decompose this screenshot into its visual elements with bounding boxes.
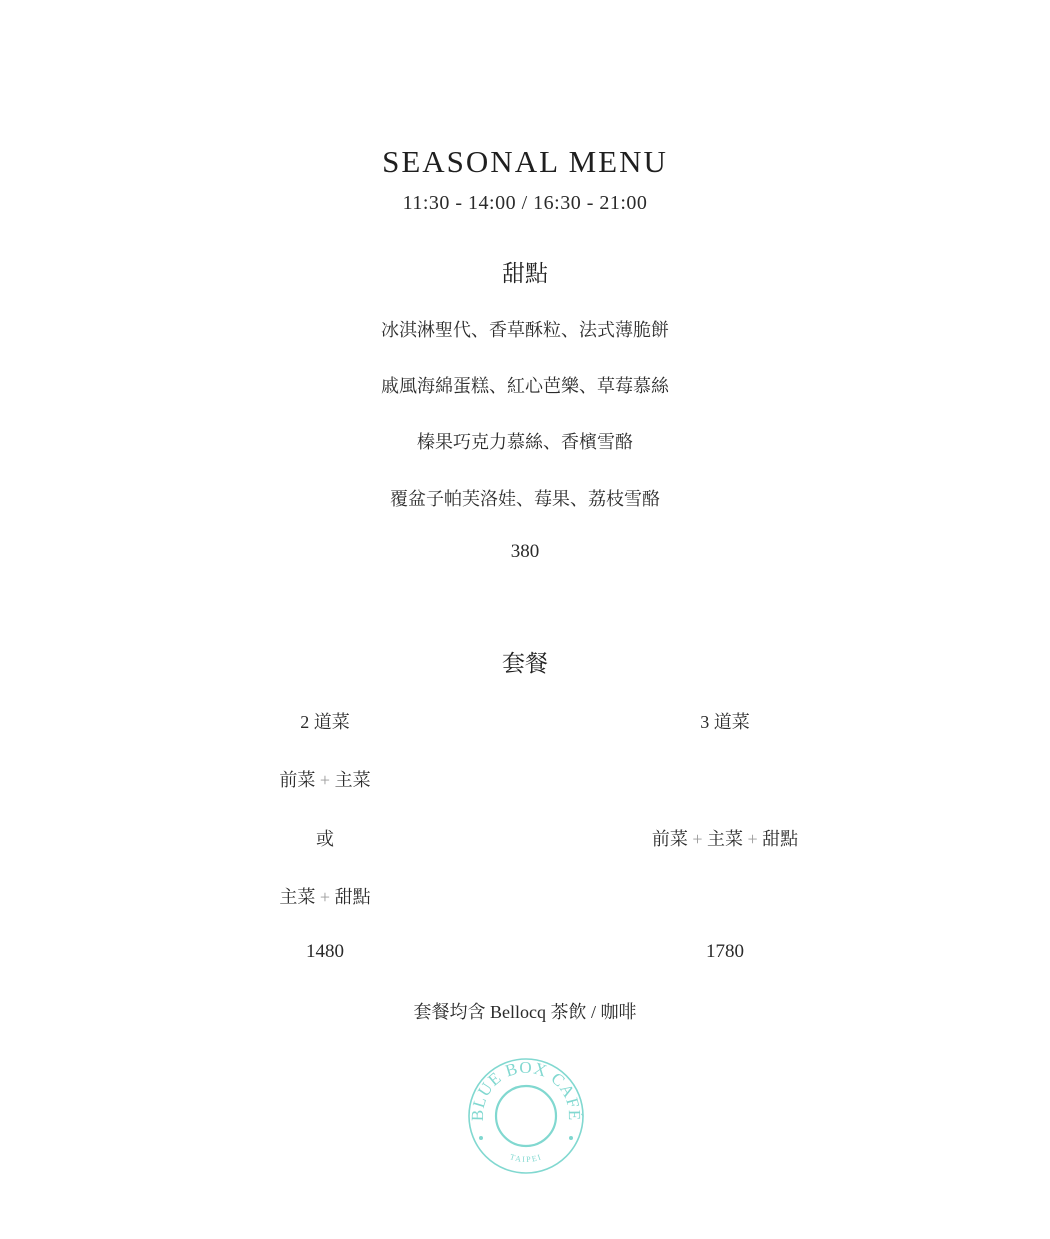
set-menu-heading: 套餐 bbox=[502, 651, 548, 676]
course-name: 甜點 bbox=[762, 829, 799, 849]
plus-sign: + bbox=[747, 829, 758, 849]
logo-dot bbox=[569, 1136, 573, 1140]
logo-inner-ring bbox=[496, 1086, 556, 1146]
course-name: 前菜 bbox=[651, 829, 688, 849]
plus-sign: + bbox=[319, 887, 331, 907]
or-text: 或 bbox=[316, 829, 334, 849]
dessert-item: 榛果巧克力慕絲、香檳雪酪 bbox=[417, 432, 633, 452]
blue-box-cafe-logo bbox=[466, 1056, 586, 1176]
dessert-item: 冰淇淋聖代、香草酥粒、法式薄脆餅 bbox=[381, 320, 669, 340]
plus-sign: + bbox=[319, 770, 331, 790]
logo-bottom-text: TAIPEI bbox=[508, 1152, 544, 1165]
opening-hours: 11:30 - 14:00 / 16:30 - 21:00 bbox=[402, 192, 648, 214]
logo-top-text: BLUE BOX CAFÉ bbox=[467, 1057, 585, 1122]
set-menu-note: 套餐均含 Bellocq 茶飲 / 咖啡 bbox=[413, 1002, 637, 1022]
dessert-item: 覆盆子帕芙洛娃、莓果、荔枝雪酪 bbox=[390, 489, 660, 509]
two-course-option-a bbox=[225, 766, 425, 792]
menu-title: SEASONAL MENU bbox=[382, 144, 668, 179]
course-name: 主菜 bbox=[279, 887, 316, 907]
course-name: 甜點 bbox=[334, 887, 371, 907]
two-course-label: 2 道菜 bbox=[300, 712, 350, 732]
three-course-label: 3 道菜 bbox=[700, 712, 750, 732]
logo-dot bbox=[479, 1136, 483, 1140]
three-course-combo bbox=[575, 825, 875, 851]
course-name: 主菜 bbox=[334, 770, 371, 790]
dessert-price: 380 bbox=[510, 541, 540, 562]
two-course-price: 1480 bbox=[306, 941, 344, 962]
two-course-option-b bbox=[225, 883, 425, 909]
course-name: 前菜 bbox=[279, 770, 316, 790]
course-name: 主菜 bbox=[707, 829, 743, 849]
plus-sign: + bbox=[692, 829, 703, 849]
dessert-heading: 甜點 bbox=[502, 261, 548, 286]
three-course-price: 1780 bbox=[706, 941, 744, 962]
dessert-item: 戚風海綿蛋糕、紅心芭樂、草莓慕絲 bbox=[381, 376, 669, 396]
